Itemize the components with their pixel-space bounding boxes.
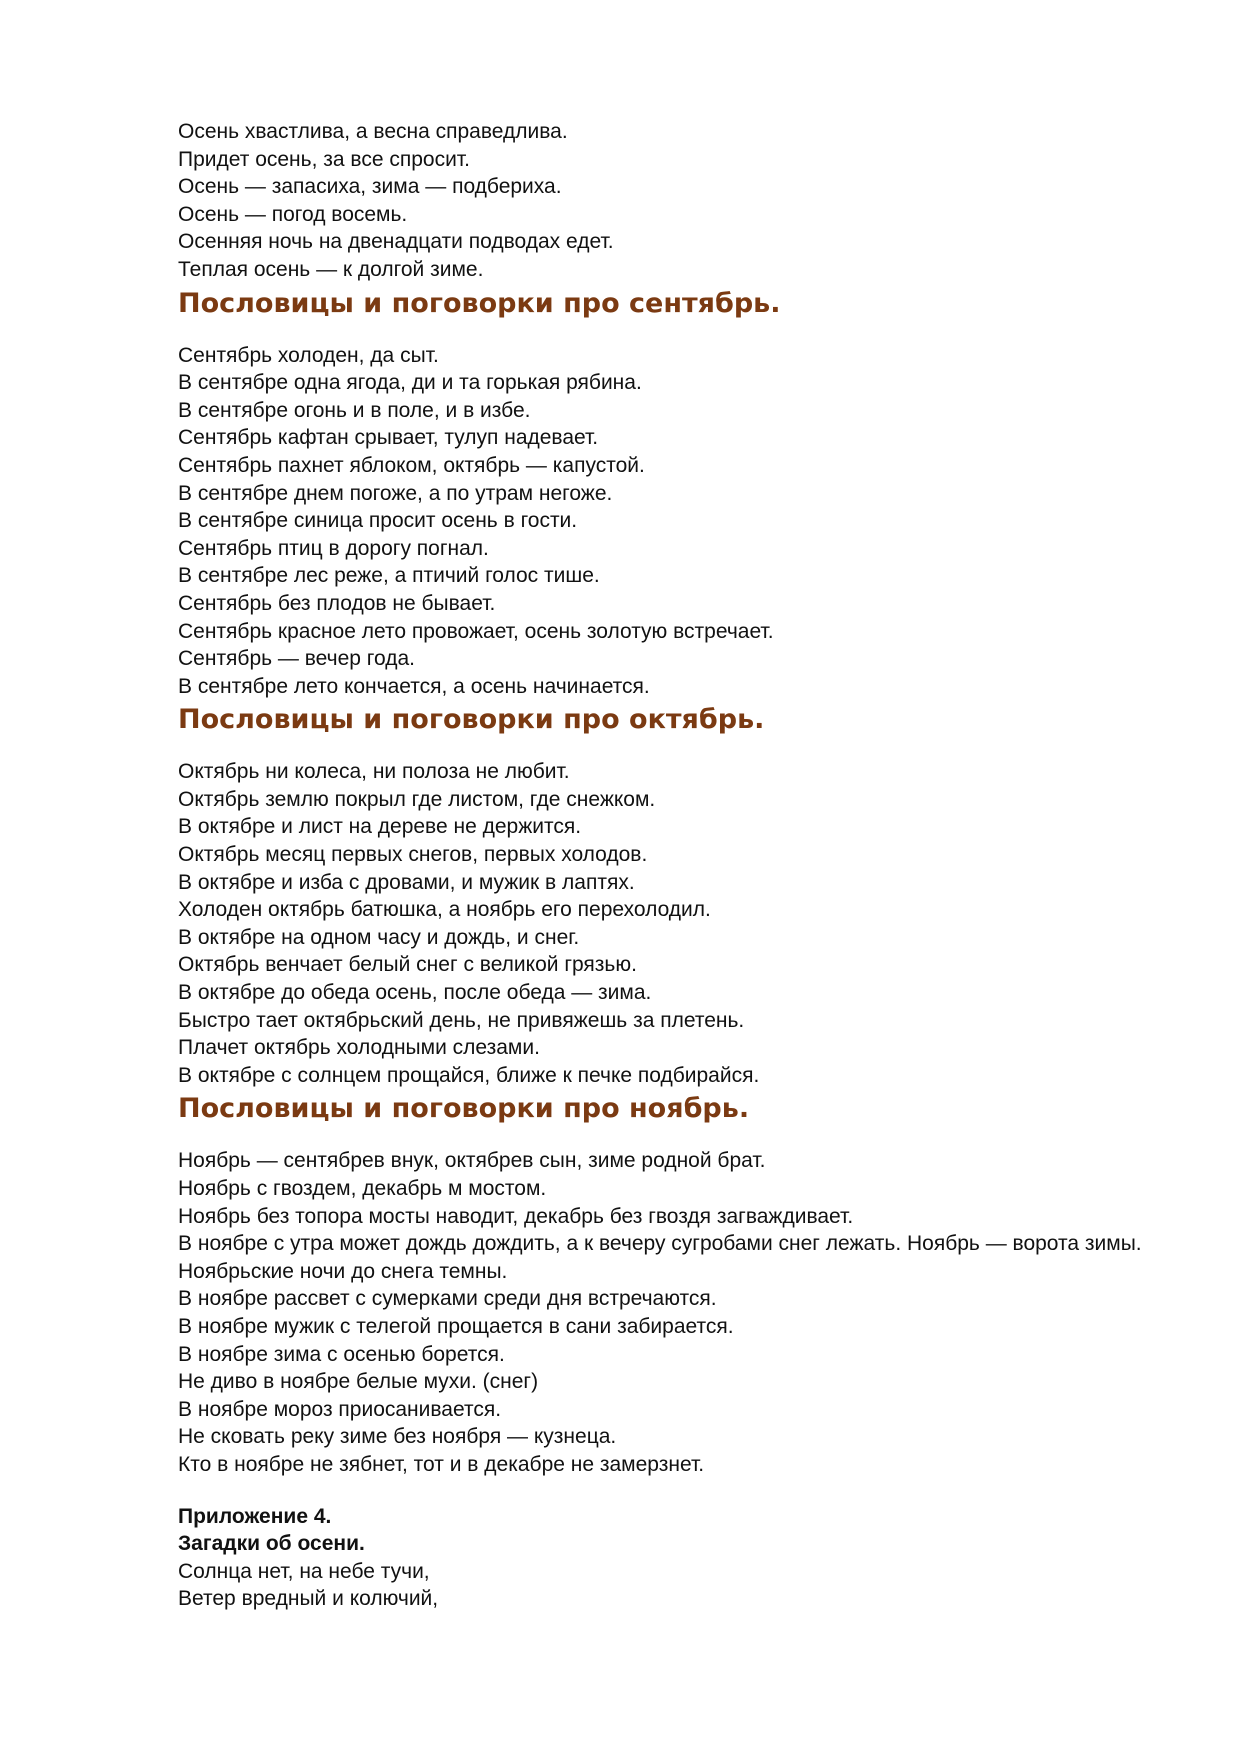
- proverb-line: В ноябре с утра может дождь дождить, а к вечеру сугробами снег лежать. Ноябрь — ворота зимы.: [178, 1232, 1142, 1256]
- october-proverbs: [178, 758, 1148, 1089]
- appendix-label: Приложение 4.: [178, 1504, 332, 1528]
- proverb-line: Придет осень, за все спросит.: [178, 147, 470, 171]
- proverb-line: В октябре с солнцем прощайся, ближе к печке подбирайся.: [178, 1063, 760, 1087]
- proverb-line: Сентябрь без плодов не бывает.: [178, 591, 496, 615]
- proverb-line: Осенняя ночь на двенадцати подводах едет.: [178, 230, 614, 254]
- proverb-line: Кто в ноябре не зябнет, тот и в декабре не замерзнет.: [178, 1452, 705, 1476]
- proverb-line: В ноябре мужик с телегой прощается в сани забирается.: [178, 1314, 734, 1338]
- riddle-line: Ветер вредный и колючий,: [178, 1587, 439, 1611]
- proverb-line: Ноябрь без топора мосты наводит, декабрь без гвоздя загваждивает.: [178, 1204, 854, 1228]
- proverb-line: Октябрь месяц первых снегов, первых холодов.: [178, 843, 648, 867]
- proverb-line: Сентябрь — вечер года.: [178, 647, 415, 671]
- proverb-line: В октябре и изба с дровами, и мужик в лаптях.: [178, 870, 635, 894]
- proverb-line: Плачет октябрь холодными слезами.: [178, 1036, 540, 1060]
- section-spacer: [178, 1479, 1148, 1503]
- proverb-line: Сентябрь красное лето провожает, осень золотую встречает.: [178, 619, 774, 643]
- september-heading: Пословицы и поговорки про сентябрь.: [178, 287, 781, 319]
- document-page: [178, 118, 1148, 1613]
- proverb-line: Осень хвастлива, а весна справедлива.: [178, 120, 568, 143]
- autumn-proverbs: [178, 118, 1148, 284]
- proverb-line: В октябре до обеда осень, после обеда — зима.: [178, 981, 652, 1005]
- proverb-line: В ноябре мороз приосанивается.: [178, 1397, 502, 1421]
- september-proverbs: [178, 342, 1148, 701]
- november-proverbs: [178, 1147, 1148, 1478]
- proverb-line: Октябрь землю покрыл где листом, где снежком.: [178, 787, 656, 811]
- proverb-line: В ноябре рассвет с сумерками среди дня встречаются.: [178, 1287, 717, 1311]
- october-heading: Пословицы и поговорки про октябрь.: [178, 704, 765, 736]
- appendix-title: Загадки об осени.: [178, 1532, 365, 1556]
- proverb-line: Теплая осень — к долгой зиме.: [178, 257, 484, 281]
- proverb-line: В сентябре лето кончается, а осень начинается.: [178, 674, 650, 698]
- proverb-line: Сентябрь пахнет яблоком, октябрь — капустой.: [178, 453, 645, 477]
- proverb-line: Осень — погод восемь.: [178, 202, 408, 226]
- proverb-line: Быстро тает октябрьский день, не привяжешь за плетень.: [178, 1008, 745, 1032]
- proverb-line: В сентябре лес реже, а птичий голос тише.: [178, 564, 600, 588]
- proverb-line: Ноябрьские ночи до снега темны.: [178, 1259, 508, 1283]
- proverb-line: В сентябре одна ягода, ди и та горькая рябина.: [178, 371, 642, 395]
- proverb-line: Не сковать реку зиме без ноября — кузнеца.: [178, 1425, 617, 1449]
- proverb-line: В сентябре синица просит осень в гости.: [178, 509, 578, 533]
- november-heading: Пословицы и поговорки про ноябрь.: [178, 1093, 750, 1125]
- proverb-line: В ноябре зима с осенью борется.: [178, 1342, 505, 1366]
- proverb-line: Октябрь ни колеса, ни полоза не любит.: [178, 760, 570, 784]
- proverb-line: Ноябрь — сентябрев внук, октябрев сын, зиме родной брат.: [178, 1149, 766, 1173]
- proverb-line: В сентябре днем погоже, а по утрам негоже.: [178, 481, 613, 505]
- riddle-line: Солнца нет, на небе тучи,: [178, 1559, 430, 1583]
- proverb-line: Сентябрь кафтан срывает, тулуп надевает.: [178, 426, 599, 450]
- proverb-line: В сентябре огонь и в поле, и в избе.: [178, 398, 531, 422]
- proverb-line: Осень — запасиха, зима — подбериха.: [178, 175, 562, 199]
- proverb-line: Холоден октябрь батюшка, а ноябрь его перехолодил.: [178, 898, 711, 922]
- proverb-line: Сентябрь птиц в дорогу погнал.: [178, 536, 489, 560]
- appendix-section: [178, 1503, 1148, 1613]
- proverb-line: В октябре на одном часу и дождь, и снег.: [178, 925, 580, 949]
- proverb-line: Не диво в ноябре белые мухи. (снег): [178, 1370, 539, 1394]
- proverb-line: Ноябрь с гвоздем, декабрь м мостом.: [178, 1177, 547, 1200]
- proverb-line: Октябрь венчает белый снег с великой грязью.: [178, 953, 637, 977]
- proverb-line: В октябре и лист на дереве не держится.: [178, 815, 582, 839]
- proverb-line: Сентябрь холоден, да сыт.: [178, 343, 439, 367]
